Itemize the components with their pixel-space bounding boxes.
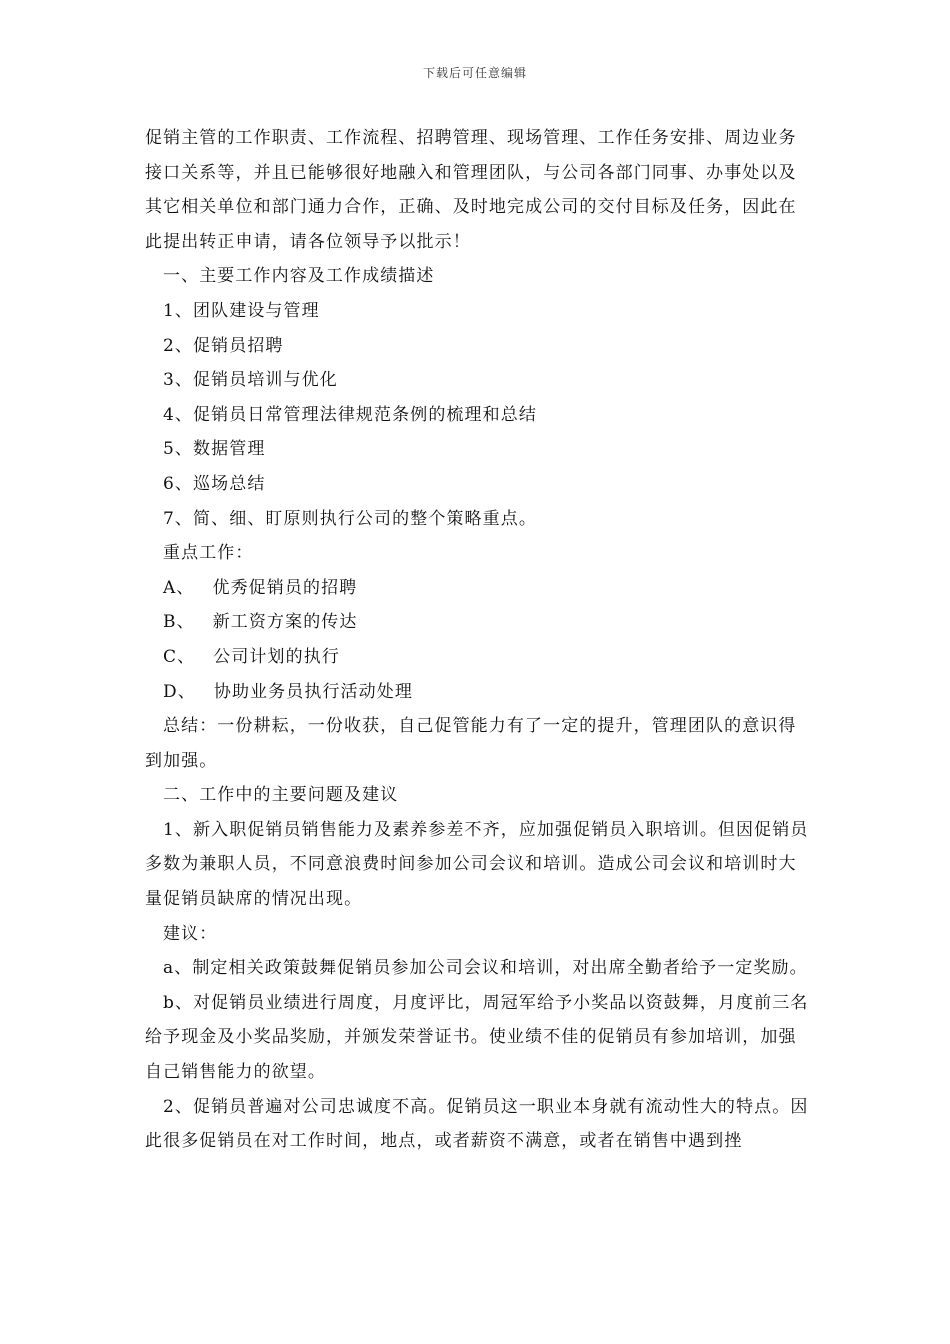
work-item-7: 7、简、细、盯原则执行公司的整个策略重点。 (163, 508, 537, 529)
section2-heading: 二、工作中的主要问题及建议 (163, 785, 399, 806)
problem-2-paragraph: 2、促销员普遍对公司忠诚度不高。促销员这一职业本身就有流动性大的特点。因此很多促销员在对工作时间，地点，或者薪资不满意，或者在销售中遇到挫 (145, 1096, 809, 1152)
key-work-item-a (145, 571, 813, 606)
key-work-text: 新工资方案的传达 (212, 612, 358, 633)
key-work-marker: A、 (163, 577, 195, 598)
work-item-6: 6、巡场总结 (163, 473, 266, 494)
section1-heading: 一、主要工作内容及工作成绩描述 (163, 266, 435, 287)
key-work-text: 公司计划的执行 (213, 646, 340, 667)
work-item-1: 1、团队建设与管理 (163, 300, 320, 321)
key-work-marker: C、 (163, 646, 196, 667)
key-work-heading: 重点工作： (163, 543, 254, 564)
work-item-3: 3、促销员培训与优化 (163, 370, 338, 391)
key-work-item-c (145, 640, 813, 675)
page-header-note: 下载后可任意编辑 (422, 66, 527, 80)
key-work-text: 优秀促销员的招聘 (212, 577, 358, 598)
key-work-marker: D、 (163, 681, 196, 702)
key-work-marker: B、 (163, 612, 195, 633)
summary-paragraph: 总结：一份耕耘，一份收获，自己促管能力有了一定的提升，管理团队的意识得到加强。 (145, 716, 797, 771)
key-work-text: 协助业务员执行活动处理 (213, 681, 413, 702)
key-work-item-b (145, 605, 813, 640)
key-work-item-d (145, 675, 813, 710)
work-item-5: 5、数据管理 (163, 439, 266, 460)
work-item-2: 2、促销员招聘 (163, 335, 284, 356)
problem-1-paragraph: 1、新入职促销员销售能力及素养参差不齐，应加强促销员入职培训。但因促销员多数为兼职人员，不同意浪费时间参加公司会议和培训。造成公司会议和培训时大量促销员缺席的情况出现。 (145, 819, 809, 910)
document-body (145, 121, 813, 1159)
intro-paragraph: 促销主管的工作职责、工作流程、招聘管理、现场管理、工作任务安排、周边业务接口关系等，并且已能够很好地融入和管理团队，与公司各部门同事、办事处以及其它相关单位和部门通力合作，正确、及时地完成公司的交付目标及任务，因此在此提出转正申请，请各位领导予以批示！ (145, 128, 797, 252)
suggestion-b-paragraph: b、对促销员业绩进行周度，月度评比，周冠军给予小奖品以资鼓舞，月度前三名给予现金及小奖品奖励，并颁发荣誉证书。使业绩不佳的促销员有参加培训，加强自己销售能力的欲望。 (145, 992, 809, 1083)
work-item-4: 4、促销员日常管理法律规范条例的梳理和总结 (163, 404, 537, 425)
suggestion-a-paragraph: a、制定相关政策鼓舞促销员参加公司会议和培训，对出席全勤者给予一定奖励。 (163, 958, 808, 979)
suggestion-heading: 建议： (163, 923, 218, 944)
